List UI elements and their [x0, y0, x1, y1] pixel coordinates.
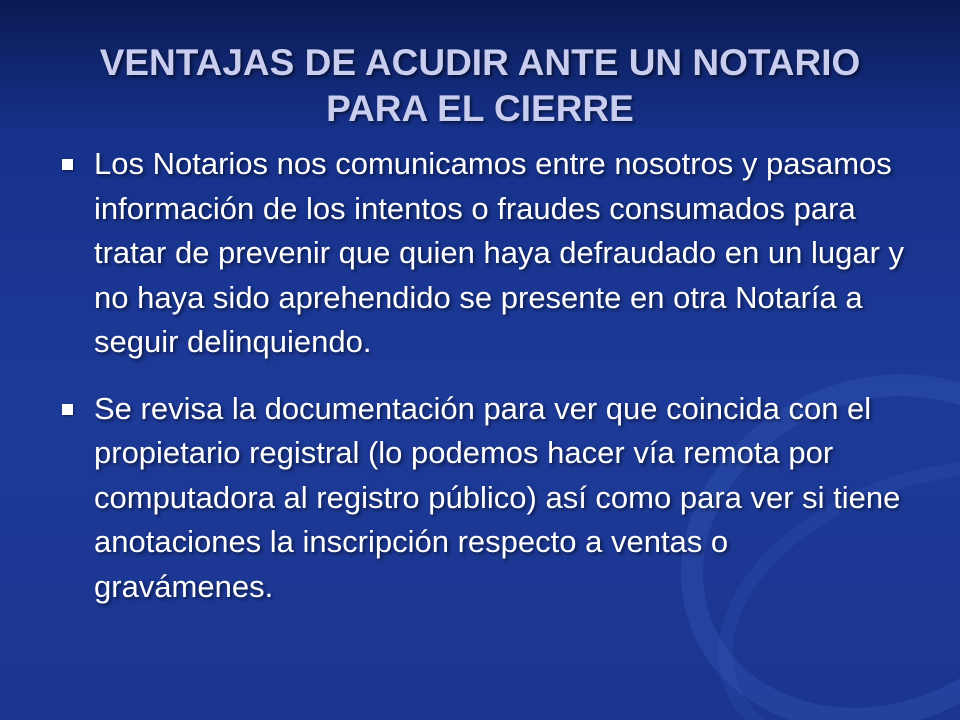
- bullet-item: [60, 142, 910, 365]
- bullet-list: [60, 142, 910, 631]
- bullet-text: Se revisa la documentación para ver que coincida con el propietario registral (lo podemos hacer vía remota por computadora al registro público) así como para ver si tiene anotaciones la inscripción respecto a ventas o gravámenes.: [94, 390, 901, 604]
- bullet-text: Los Notarios nos comunicamos entre nosotros y pasamos información de los intentos o fraudes consumados para tratar de prevenir que quien haya defraudado en un lugar y no haya sido aprehendido se presente en otra Notaría a seguir delinquiendo.: [94, 146, 905, 359]
- slide-title: VENTAJAS DE ACUDIR ANTE UN NOTARIO PARA EL CIERRE: [99, 42, 861, 129]
- square-bullet-icon: [62, 159, 73, 170]
- bullet-item: [60, 387, 910, 610]
- square-bullet-icon: [62, 404, 73, 415]
